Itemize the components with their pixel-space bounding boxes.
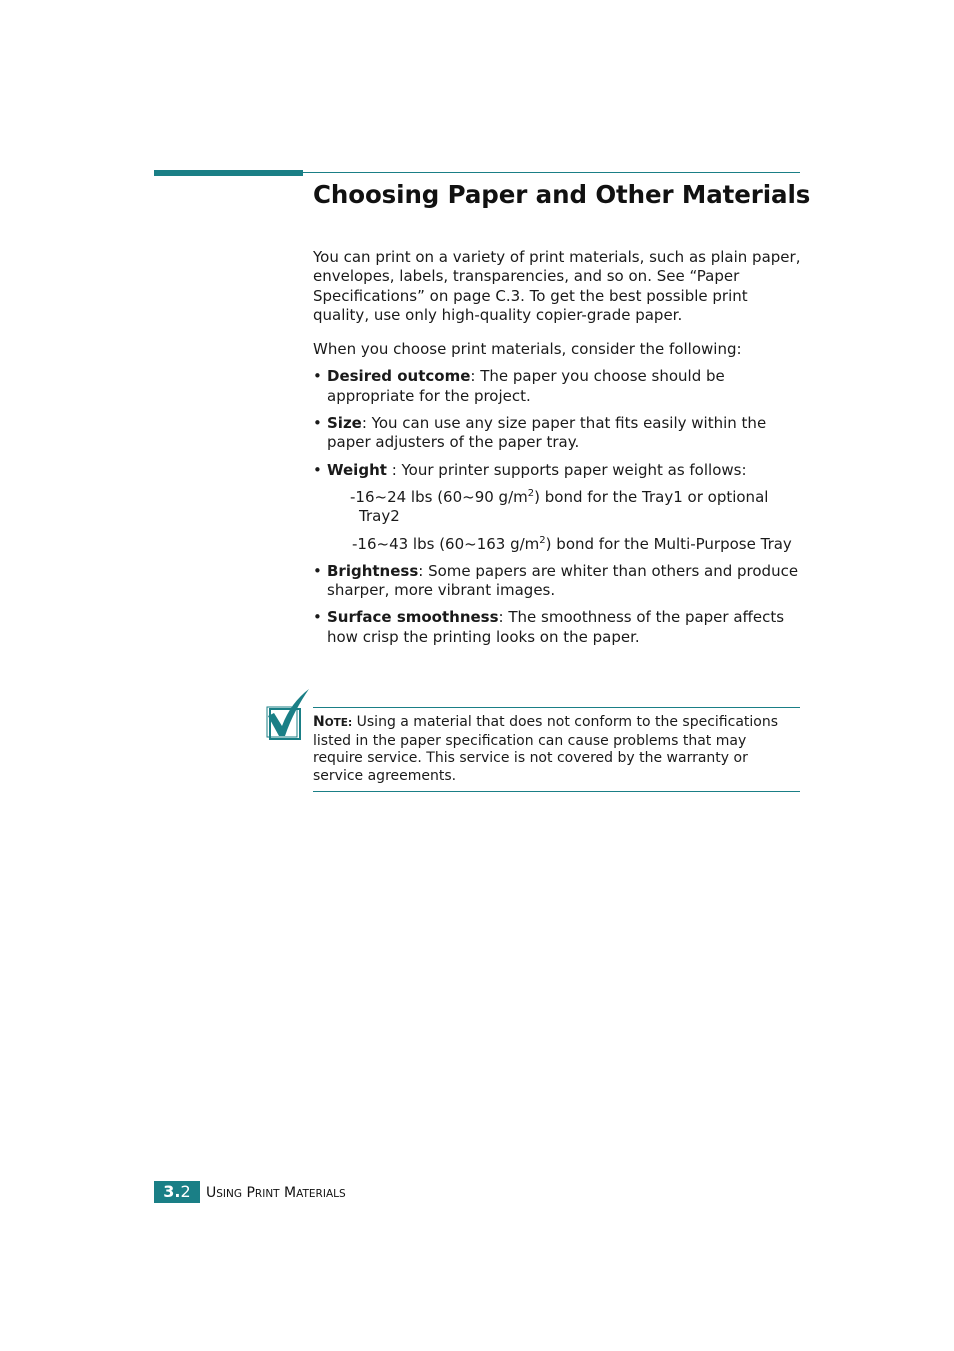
list-item-desired-outcome (313, 367, 803, 406)
list-item-size (313, 414, 803, 453)
bullet-icon: • (313, 367, 322, 386)
desc-desired-outcome: : The paper you choose should be appropriate for the project. (327, 367, 725, 405)
bullet-icon: • (313, 460, 322, 479)
page-number-badge: 3.2 (154, 1181, 200, 1203)
list-item-weight (313, 461, 803, 554)
heading-rule-thin (303, 172, 800, 173)
page-title: Choosing Paper and Other Materials (313, 180, 811, 209)
body-text (313, 248, 803, 655)
chapter-title: USING PRINT MATERIALS (206, 1185, 346, 1201)
desc-weight: : Your printer supports paper weight as follows: (386, 460, 747, 479)
bullet-icon: • (313, 561, 322, 580)
bullet-icon: • (313, 414, 322, 433)
term-weight: Weight (327, 460, 387, 479)
desc-brightness: : Some papers are whiter than others and produce sharper, more vibrant images. (327, 561, 799, 600)
consider-paragraph: When you choose print materials, consider the following: (313, 340, 742, 359)
term-brightness: Brightness (327, 561, 419, 580)
desc-surface-smoothness: : The smoothness of the paper affects how crisp the printing looks on the paper. (327, 608, 785, 646)
note-body: Using a material that does not conform to the specifications listed in the paper specification can cause problems that may require service. This service is not covered by the warranty or service agreements. (313, 714, 779, 785)
note-rule-bottom (313, 791, 800, 792)
list-item-brightness (313, 562, 803, 601)
bullet-icon: • (313, 608, 322, 627)
note-label: NOTE: (313, 714, 353, 730)
checkmark-note-icon (264, 686, 312, 744)
note (313, 714, 800, 786)
term-size: Size (327, 414, 362, 433)
heading-rule-thick (154, 170, 303, 176)
term-surface-smoothness: Surface smoothness (327, 608, 499, 627)
weight-spec-mp-tray: -16~43 lbs (60~163 $g/m^2$) bond for the Multi-Purpose Tray (352, 534, 792, 553)
desc-size: : You can use any size paper that fits easily within the paper adjusters of the paper tray. (327, 414, 767, 452)
intro-paragraph: You can print on a variety of print materials, such as plain paper, envelopes, labels, transparencies, and so on. See “Paper Specifications” on page C.3. To get the best possible print quality, use only high-quality copier-grade paper. (313, 248, 801, 324)
list-item-surface-smoothness (313, 608, 803, 647)
note-rule-top (313, 707, 800, 708)
weight-spec-tray1: -16~24 lbs (60~90 $g/m^2$) bond for the Tray1 or optional Tray2 (350, 487, 769, 526)
term-desired-outcome: Desired outcome (327, 367, 471, 386)
criteria-list (313, 367, 803, 647)
